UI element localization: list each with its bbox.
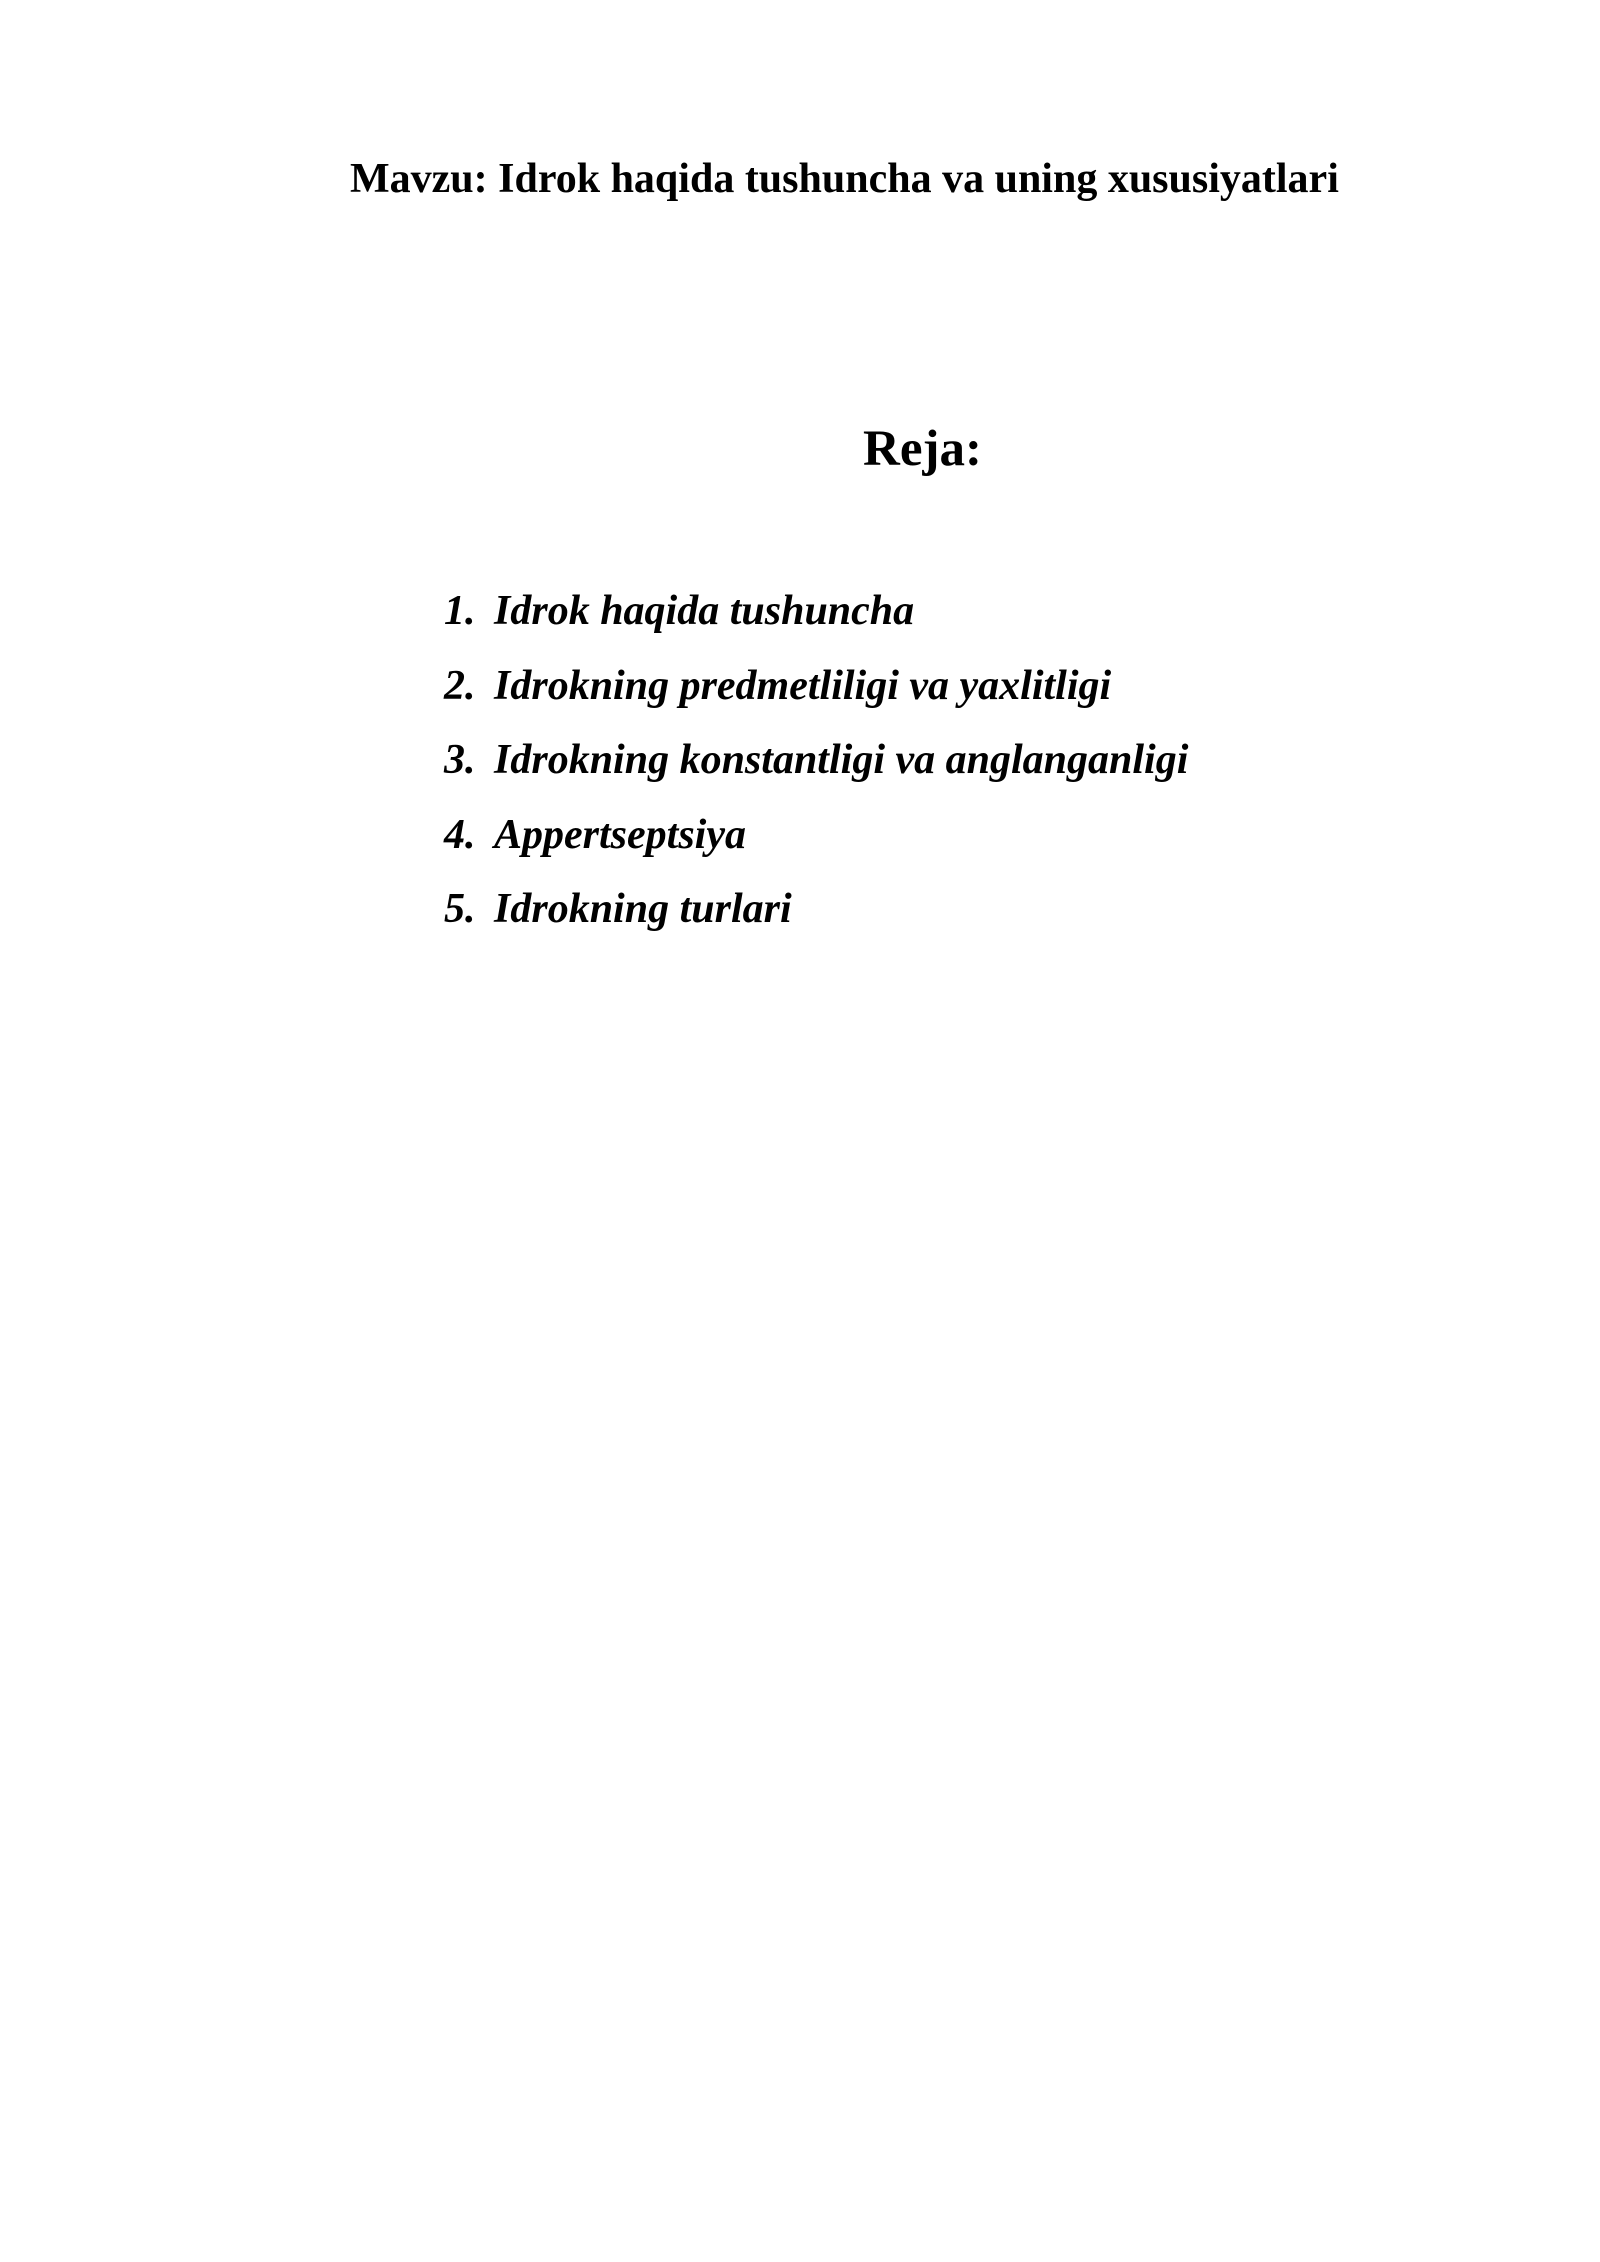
list-item (444, 583, 1188, 658)
plan-list (444, 583, 1188, 956)
list-item (444, 732, 1188, 807)
plan-heading: Reja: (863, 421, 982, 477)
list-item-number: 4. (444, 811, 476, 858)
list-item-number: 2. (444, 662, 476, 709)
list-item-text: Idrokning konstantligi va anglanganligi (494, 737, 1189, 783)
list-item-text: Idrok haqida tushuncha (494, 588, 915, 634)
list-item-text: Appertseptsiya (494, 811, 746, 858)
topic-title: Mavzu: Idrok haqida tushuncha va uning xususiyatlari (350, 156, 1339, 202)
list-item-number: 3. (444, 737, 476, 783)
list-item-number: 1. (444, 588, 476, 634)
list-item (444, 807, 1188, 882)
list-item-text: Idrokning turlari (494, 886, 792, 932)
list-item-text: Idrokning predmetliligi va yaxlitligi (494, 662, 1112, 709)
list-item (444, 658, 1188, 733)
list-item (444, 881, 1188, 956)
list-item-number: 5. (444, 886, 476, 932)
